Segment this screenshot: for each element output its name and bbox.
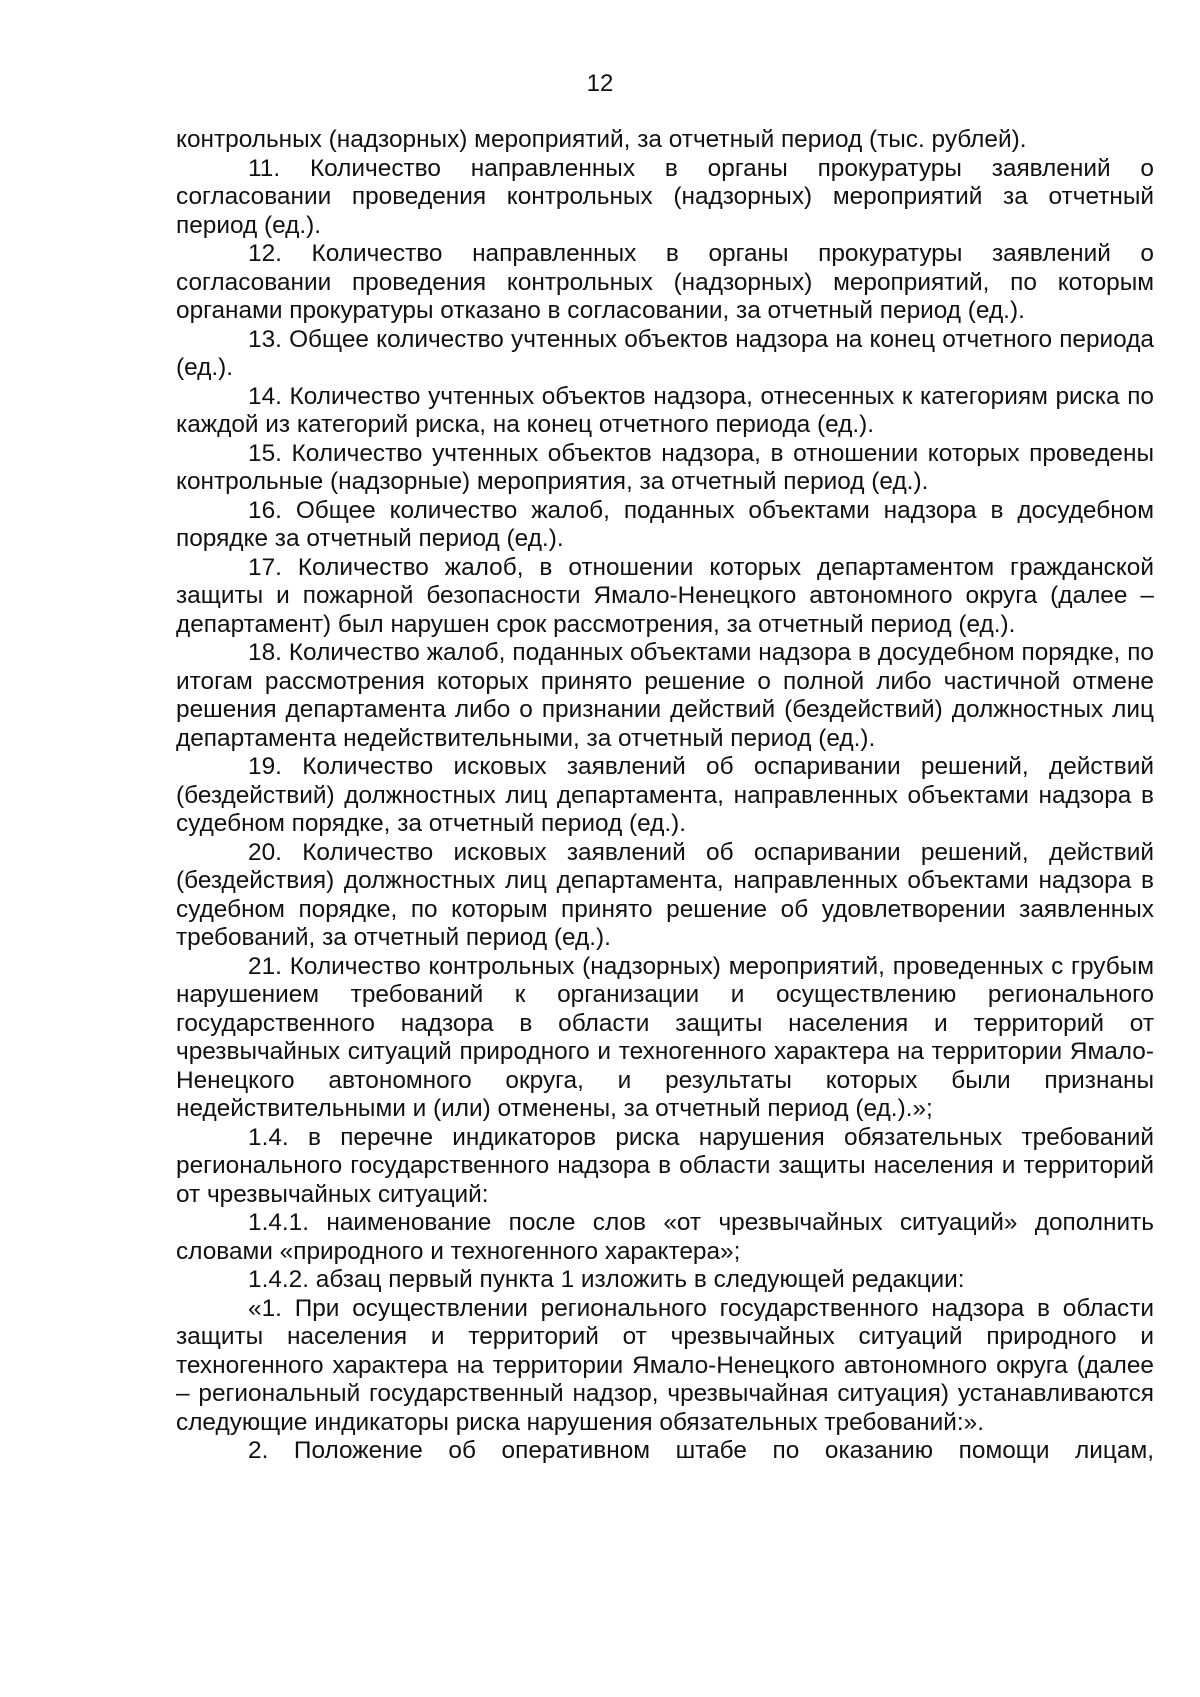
paragraph-item-17: 17. Количество жалоб, в отношении которых департаментом гражданской защиты и пожарной безопасности Ямало-Ненецкого автономного округа (далее – департамент) был нарушен срок рассмотрения, за отчетный период (ед.). (176, 553, 1154, 638)
paragraph-item-19: 19. Количество исковых заявлений об оспаривании решений, действий (бездействий) должностных лиц департамента, направленных объектами надзора в судебном порядке, за отчетный период (ед.). (176, 753, 1154, 837)
paragraph-item-21: 21. Количество контрольных (надзорных) мероприятий, проведенных с грубым нарушением требований к организации и осуществлению регионального государственного надзора в области защиты населения и территорий от чрезвычайных ситуаций природного и техногенного характера на территории Ямало-Ненецкого автономного округа, и результаты которых были признаны недействительными и (или) отменены, за отчетный период (ед.).»; (176, 952, 1154, 1122)
page-number: 12 (586, 70, 614, 97)
paragraph-continuation: контрольных (надзорных) мероприятий, за отчетный период (тыс. рублей). (176, 126, 1027, 153)
paragraph-item-11: 11. Количество направленных в органы прокуратуры заявлений о согласовании проведения контрольных (надзорных) мероприятий за отчетный период (ед.). (176, 154, 1154, 239)
paragraph-item-16: 16. Общее количество жалоб, поданных объектами надзора в досудебном порядке за отчетный период (ед.). (176, 496, 1154, 552)
paragraph-item-20: 20. Количество исковых заявлений об оспаривании решений, действий (бездействия) должностных лиц департамента, направленных объектами надзора в судебном порядке, по которым принято решение об удовлетворении заявленных требований, за отчетный период (ед.). (176, 838, 1154, 951)
paragraph-item-15: 15. Количество учтенных объектов надзора, в отношении которых проведены контрольные (надзорные) мероприятия, за отчетный период (ед.). (176, 439, 1154, 495)
paragraph-section-2: 2. Положение об оперативном штабе по оказанию помощи лицам, (248, 1437, 1154, 1464)
paragraph-1-4-1: 1.4.1. наименование после слов «от чрезвычайных ситуаций» дополнить словами «природного и техногенного характера»; (176, 1209, 1154, 1265)
paragraph-item-14: 14. Количество учтенных объектов надзора, отнесенных к категориям риска по каждой из категорий риска, на конец отчетного периода (ед.). (176, 382, 1154, 438)
paragraph-quoted-item-1: «1. При осуществлении регионального государственного надзора в области защиты населения и территорий от чрезвычайных ситуаций природного и техногенного характера на территории Ямало-Ненецкого автономного округа (далее – региональный государственный надзор, чрезвычайная ситуация) устанавливаются следующие индикаторы риска нарушения обязательных требований:». (176, 1294, 1154, 1436)
paragraph-item-12: 12. Количество направленных в органы прокуратуры заявлений о согласовании проведения контрольных (надзорных) мероприятий, по которым органами прокуратуры отказано в согласовании, за отчетный период (ед.). (176, 240, 1154, 324)
paragraph-item-13: 13. Общее количество учтенных объектов надзора на конец отчетного периода (ед.). (176, 325, 1154, 381)
document-body (176, 126, 1154, 1466)
paragraph-1-4: 1.4. в перечне индикаторов риска нарушения обязательных требований регионального государственного надзора в области защиты населения и территорий от чрезвычайных ситуаций: (176, 1123, 1154, 1208)
paragraph-1-4-2: 1.4.2. абзац первый пункта 1 изложить в следующей редакции: (248, 1266, 965, 1293)
paragraph-item-18: 18. Количество жалоб, поданных объектами надзора в досудебном порядке, по итогам рассмотрения которых принято решение о полной либо частичной отмене решения департамента либо о признании действий (бездействий) должностных лиц департамента недействительными, за отчетный период (ед.). (176, 639, 1154, 752)
